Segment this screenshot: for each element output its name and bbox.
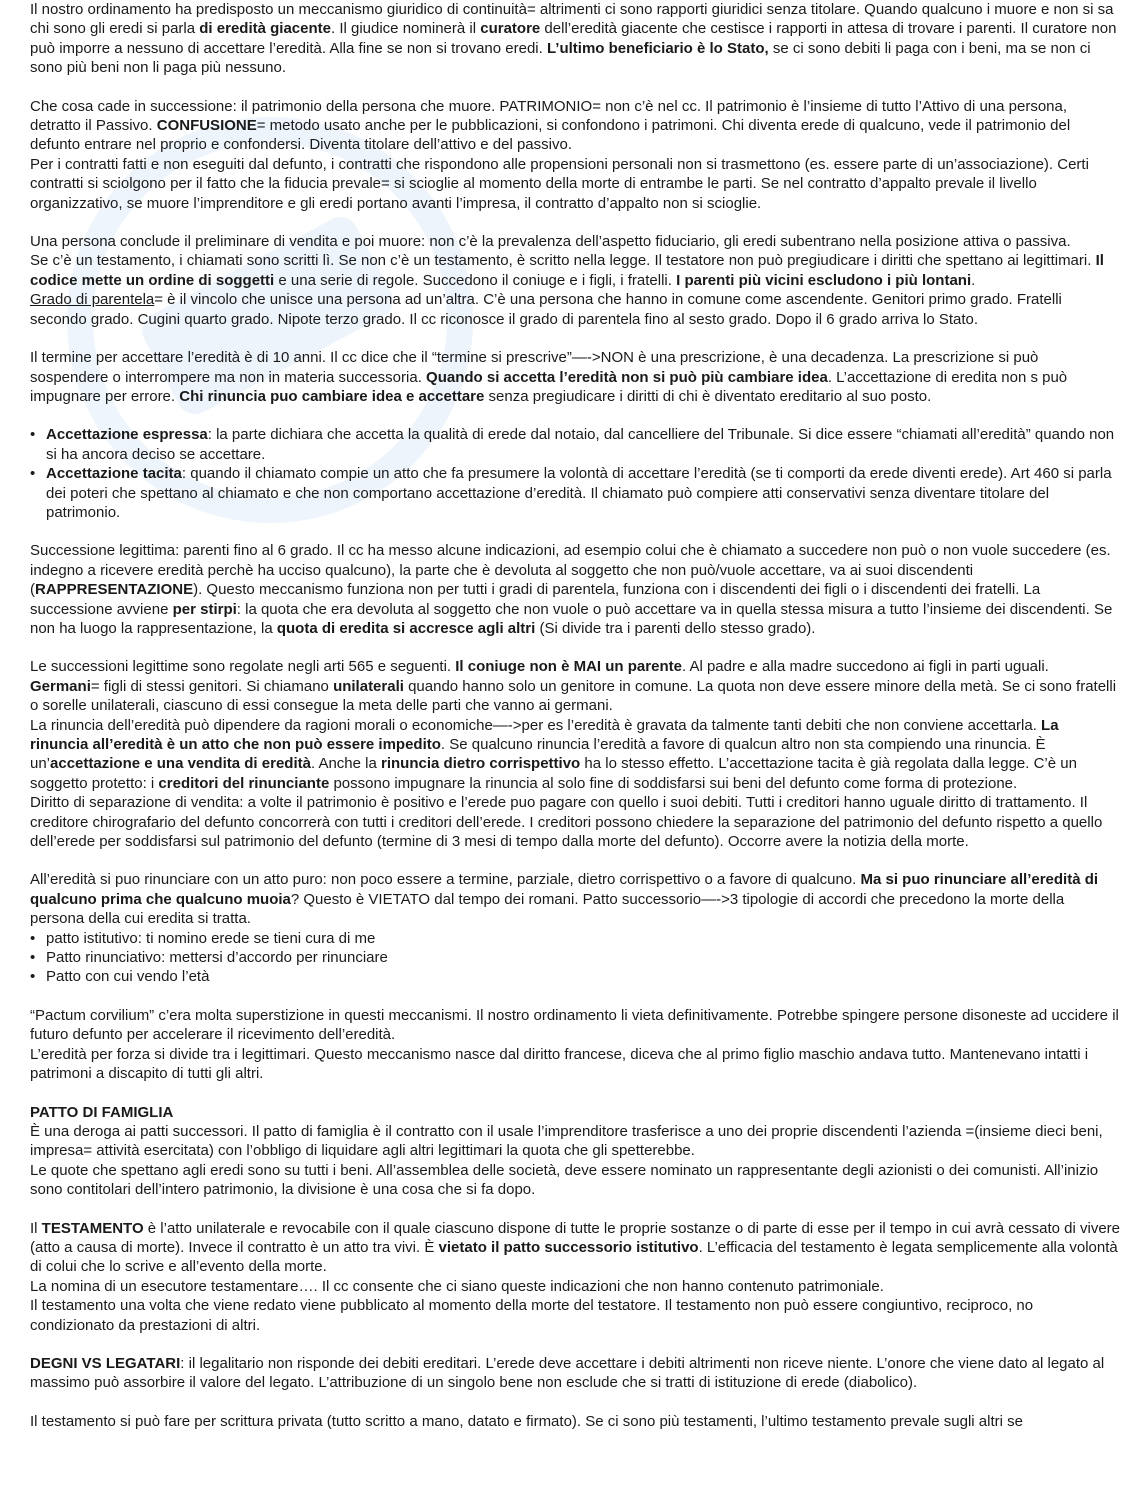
text-run: Il nostro ordinamento ha predisposto un meccanismo giuridico di continuità= altrimenti ci sono rapporti giuridici senza titolare. Quando qualcuno i muore e non si sa chi sono gli eredi si parla	[30, 1, 1114, 38]
bold-text: Accettazione tacita	[46, 465, 182, 483]
paragraph-spacer	[30, 213, 1120, 232]
list-item	[30, 464, 1120, 522]
bold-text: La rinuncia all’eredità è un atto che non può essere impedito	[30, 716, 1059, 753]
text-run: . L’efficacia del testamento è legata semplicemente alla volontà di colui che lo scrive e all’evento della morte.	[30, 1238, 1118, 1276]
paragraph	[30, 870, 1120, 928]
paragraph-spacer	[30, 638, 1120, 657]
paragraph-spacer	[30, 406, 1120, 425]
paragraph	[30, 348, 1120, 406]
text-run: quando hanno solo un genitore in comune. La quota non deve essere minore della metà. Se ci sono fratelli o sorelle unilaterali, ciascuno di essi consegue la meta delle parti che vanno ai germani.	[30, 677, 1117, 715]
paragraph	[30, 1412, 1120, 1431]
text-run: = è il vincolo che unisce una persona ad un’altra. C’è una persona che hanno in comune come ascendente. Genitori primo grado. Fratelli secondo grado. Cugini quarto grado. Nipote terzo grado. Il cc riconosce il grado di parentela fino al sesto grado. Dopo il 6 grado arriva lo Stato.	[30, 291, 1062, 328]
text-run: = metodo usato anche per le pubblicazioni, si confondono i patrimoni. Chi diventa erede di qualcuno, vede il patrimonio del defunto entrare nel proprio e confondersi. Diventa titolare dell’attivo e del passivo.	[30, 117, 1071, 154]
bold-text: per stirpi	[172, 600, 237, 618]
paragraph	[30, 290, 1120, 329]
text-run: Patto rinunciativo: mettersi d’accordo per rinunciare	[46, 949, 388, 967]
paragraph	[30, 1277, 1120, 1296]
text-run: Una persona conclude il preliminare di vendita e poi muore: non c’è la prevalenza dell’aspetto fiduciario, gli eredi subentrano nella posizione attiva o passiva.	[30, 233, 1071, 251]
underlined-text: Grado di parentela	[30, 291, 155, 309]
paragraph	[30, 1006, 1120, 1045]
paragraph-spacer	[30, 851, 1120, 870]
paragraph	[30, 0, 1120, 78]
bold-text: rinuncia dietro corrispettivo	[381, 755, 581, 773]
list-item	[30, 425, 1120, 464]
paragraph	[30, 155, 1120, 213]
text-run: . Anche la	[310, 755, 382, 773]
text-run: Che cosa cade in successione: il patrimonio della persona che muore. PATRIMONIO= non c’è nel cc. Il patrimonio è l’insieme di tutto l’Attivo di una persona, detratto il Passivo.	[30, 97, 1068, 135]
text-run: è l’atto unilaterale e revocabile con il quale ciascuno dispone di tutte le proprie sostanze o di parte di esse per il tempo in cui avrà cessato di vivere (atto a causa di morte). Invece il contratto è un atto tra vivi. È	[30, 1219, 1121, 1256]
list-item	[30, 948, 1120, 967]
text-run: Successione legittima: parenti fino al 6 grado. Il cc ha messo alcune indicazioni, ad esempio colui che è chiamato a succedere non può o non vuole succedere (es. indegno a ricevere eredità perchè ha ucciso qualcuno), la parte che è devoluta al soggetto che non può/vuole accettare, va ai suoi discendenti (	[30, 542, 1111, 599]
bold-text: Chi rinuncia puo cambiare idea e accettare	[179, 387, 485, 405]
text-run: ). Questo meccanismo funziona non per tutti i gradi di parentela, funziona con i discendenti dei figli o i discendenti dei fratelli. La successione avviene	[30, 581, 1041, 618]
bold-text: Ma si puo rinunciare all’eredità di qualcuno prima che qualcuno muoia	[30, 871, 1099, 908]
bold-text: RAPPRESENTAZIONE	[35, 581, 194, 599]
bold-text: CONFUSIONE	[156, 117, 257, 135]
text-run: Patto con cui vendo l’età	[46, 968, 210, 986]
text-run: La nomina di un esecutore testamentare…. Il cc consente che ci siano queste indicazioni che non hanno contenuto patrimoniale.	[30, 1277, 884, 1295]
text-run: . Se qualcuno rinuncia l’eredità a favore di qualcun altro non sta compiendo una rinuncia. È un’	[30, 736, 1046, 773]
text-run: dell’eredità giacente che cestisce i rapporti in attesa di trovare i parenti. Il curatore non può imporre a nessuno di accettare l’eredità. Alla fine se non si trovano eredi.	[30, 20, 1117, 57]
bold-text: Quando si accetta l’eredità non si può più cambiare idea	[426, 368, 828, 386]
text-run: = figli di stessi genitori. Si chiamano	[90, 677, 334, 695]
paragraph-spacer	[30, 329, 1120, 348]
paragraph	[30, 1219, 1120, 1277]
paragraph	[30, 1296, 1120, 1335]
text-run: (Si divide tra i parenti dello stesso grado).	[535, 619, 816, 637]
text-run: possono impugnare la rinuncia al solo fine di soddisfarsi sui beni del defunto come forma di protezione.	[329, 774, 1018, 792]
bold-text: creditori del rinunciante	[158, 774, 330, 792]
text-run: se ci sono debiti li paga con i beni, ma se non ci sono più beni non li paga più nessuno.	[30, 39, 1091, 77]
text-run: . Al padre e alla madre succedono ai figli in parti uguali.	[681, 658, 1049, 676]
text-run: È una deroga ai patti successori. Il patto di famiglia è il contratto con il usale l’imprenditore trasferisce a uno dei proprie discendenti l’azienda =(insieme dieci beni, impresa= attività esercitata) con l’obbligo di liquidare agli altri legittimari la quota che gli spetterebbe.	[30, 1122, 1103, 1160]
text-run: “Pactum corvilium” c’era molta superstizione in questi meccanismi. Il nostro ordinamento li vieta definitivamente. Potrebbe spingere persone disoneste ad uccidere il futuro defunto per accelerare il ricevimento dell’eredità.	[30, 1006, 1119, 1044]
bold-text: Il codice mette un ordine di soggetti	[30, 252, 1104, 289]
text-run: ha lo stesso effetto. L’accettazione tacita è già regolata dalla legge. C’è un soggetto protetto: i	[30, 755, 1077, 792]
text-run: . L’accettazione di eredita non s può impugnare per errore.	[30, 368, 1068, 405]
bold-text: DEGNI VS LEGATARI	[30, 1354, 181, 1372]
text-run: : la parte dichiara che accetta la qualità di erede dal notaio, dal cancelliere del Tribunale. Si dice essere “chiamati all’eredità” quando non si ha ancora deciso se accettare.	[46, 426, 1115, 463]
bullet-list	[30, 929, 1120, 987]
bold-text: Accettazione espressa	[46, 426, 208, 444]
paragraph	[30, 1122, 1120, 1161]
bold-text: vietato il patto successorio istitutivo	[438, 1238, 699, 1256]
bold-text: Il coniuge non è MAI un parente	[455, 658, 682, 676]
bold-text: di eredità giacente	[199, 20, 331, 38]
text-run: e una serie di regole. Succedono il coniuge e i figli, i fratelli.	[274, 271, 677, 289]
paragraph-spacer	[30, 1393, 1120, 1412]
text-run: Il testamento si può fare per scrittura privata (tutto scritto a mano, datato e firmato). Se ci sono più testamenti, l’ultimo testamento prevale sugli altri se	[30, 1412, 1023, 1430]
text-run: Le quote che spettano agli eredi sono su tutti i beni. All’assemblea delle società, deve essere nominato un rappresentante degli azionisti o dei comunisti. All’inizio sono contitolari dell’intero patrimonio, la divisione è una cosa che si fa dopo.	[30, 1161, 1099, 1199]
paragraph	[30, 1161, 1120, 1200]
text-run: La rinuncia dell’eredità può dipendere da ragioni morali o economiche—->per es l’eredità è gravata da talmente tanti debiti che non conviene accettarla.	[30, 716, 1042, 734]
paragraph-spacer	[30, 78, 1120, 97]
bold-text: quota di eredita si accresce agli altri	[276, 619, 536, 637]
text-run: : il legalitario non risponde dei debiti ereditari. L’erede deve accettare i debiti altrimenti non riceve niente. L’onore che viene dato al legato al massimo può assorbire il valore del legato. L’attribuzione di un singolo bene non esclude che si tratti di istituzione di erede (diabolico).	[30, 1354, 1105, 1392]
text-run: All’eredità si puo rinunciare con un atto puro: non poco essere a termine, parziale, dietro corrispettivo o a favore di qualcuno.	[30, 871, 861, 889]
bold-text: L’ultimo beneficiario è lo Stato,	[546, 39, 769, 57]
bold-text: I parenti più vicini escludono i più lontani	[676, 271, 972, 289]
paragraph	[30, 793, 1120, 851]
list-item	[30, 967, 1120, 986]
bold-text: accettazione e una vendita di eredità	[50, 755, 311, 773]
text-run: Il termine per accettare l’eredità è di 10 anni. Il cc dice che il “termine si prescrive”—->NON è una prescrizione, è una decadenza. La prescrizione si può sospendere o interrompere ma non in materia successoria.	[30, 349, 1039, 386]
section-heading	[30, 1103, 1120, 1122]
text-run: senza pregiudicare i diritti di chi è diventato ereditario al suo posto.	[484, 387, 932, 405]
list-item	[30, 929, 1120, 948]
document-page	[30, 0, 1120, 1431]
text-run: .	[971, 271, 976, 289]
text-run: : quando il chiamato compie un atto che fa presumere la volontà di accettare l’eredità (se ti comporti da erede diventi erede). Art 460 si parla dei poteri che spettano al chiamato e che non comportano accettazione d’eredità. Il chiamato può compiere atti conservativi senza diventare titolare del patrimonio.	[46, 465, 1112, 521]
bold-text: PATTO DI FAMIGLIA	[30, 1103, 174, 1121]
text-run: patto istitutivo: ti nomino erede se tieni cura di me	[46, 929, 376, 947]
paragraph-spacer	[30, 987, 1120, 1006]
bold-text: TESTAMENTO	[41, 1219, 144, 1237]
paragraph	[30, 251, 1120, 290]
text-run: : la quota che era devoluta al soggetto che non vuole o può accettare va in quella stessa misura a tutto l’insieme dei discendenti. Se non ha luogo la rappresentazione, la	[30, 600, 1113, 637]
paragraph-spacer	[30, 522, 1120, 541]
paragraph	[30, 1354, 1120, 1393]
paragraph	[30, 657, 1120, 715]
text-run: Diritto di separazione di vendita: a volte il patrimonio è positivo e l’erede puo pagare con quello i suoi debiti. Tutti i creditori hanno uguale diritto di trattamento. Il creditore chirografario del defunto concorrerà con tutti i creditori dell’erede. I creditori possono chiedere la separazione del patrimonio del defunto rispetto a quello dell’erede per soddisfarsi sul patrimonio del defunto (termine di 3 mesi di tempo dalla morte del defunto). Occorre avere la notizia della morte.	[30, 794, 1103, 851]
text-run: ? Questo è VIETATO dal tempo dei romani. Patto successorio—->3 tipologie di accordi che precedono la morte della persona della cui eredita si tratta.	[30, 890, 1065, 928]
bullet-list	[30, 425, 1120, 522]
text-run: Il	[30, 1219, 42, 1237]
text-run: Le successioni legittime sono regolate negli arti 565 e seguenti.	[30, 658, 456, 676]
bold-text: curatore	[480, 20, 541, 38]
text-run: . Il giudice nominerà il	[330, 20, 481, 38]
text-run: Se c’è un testamento, i chiamati sono scritti lì. Se non c’è un testamento, è scritto nella legge. Il testatore non può pregiudicare i diritti che spettano ai legittimari.	[30, 252, 1096, 270]
paragraph	[30, 232, 1120, 251]
text-run: Il testamento una volta che viene redato viene pubblicato al momento della morte del testatore. Il testamento non può essere congiuntivo, reciproco, no condizionato da prestazioni di altri.	[30, 1297, 1034, 1334]
paragraph	[30, 97, 1120, 155]
paragraph	[30, 1045, 1120, 1084]
text-run: L’eredità per forza si divide tra i legittimari. Questo meccanismo nasce dal diritto francese, diceva che al primo figlio maschio andava tutto. Mantenevano intatti i patrimoni a discapito di tutti gli altri.	[30, 1045, 1089, 1083]
text-run: Per i contratti fatti e non eseguiti dal defunto, i contratti che rispondono alle propensioni personali non si trasmettono (es. essere parte di un’associazione). Certi contratti si sciolgono per il fatto che la fiducia prevale= si scioglie al momento della morte di entrambe le parti. Se nel contratto d’appalto prevale il livello organizzativo, se muore l’imprenditore e gli eredi portano avanti l’impresa, il contratto d’appalto non si scioglie.	[30, 155, 1089, 212]
paragraph	[30, 541, 1120, 638]
paragraph-spacer	[30, 1335, 1120, 1354]
bold-text: unilaterali	[333, 677, 404, 695]
paragraph-spacer	[30, 1200, 1120, 1219]
bold-text: Germani	[30, 677, 91, 695]
paragraph-spacer	[30, 1084, 1120, 1103]
paragraph	[30, 716, 1120, 794]
